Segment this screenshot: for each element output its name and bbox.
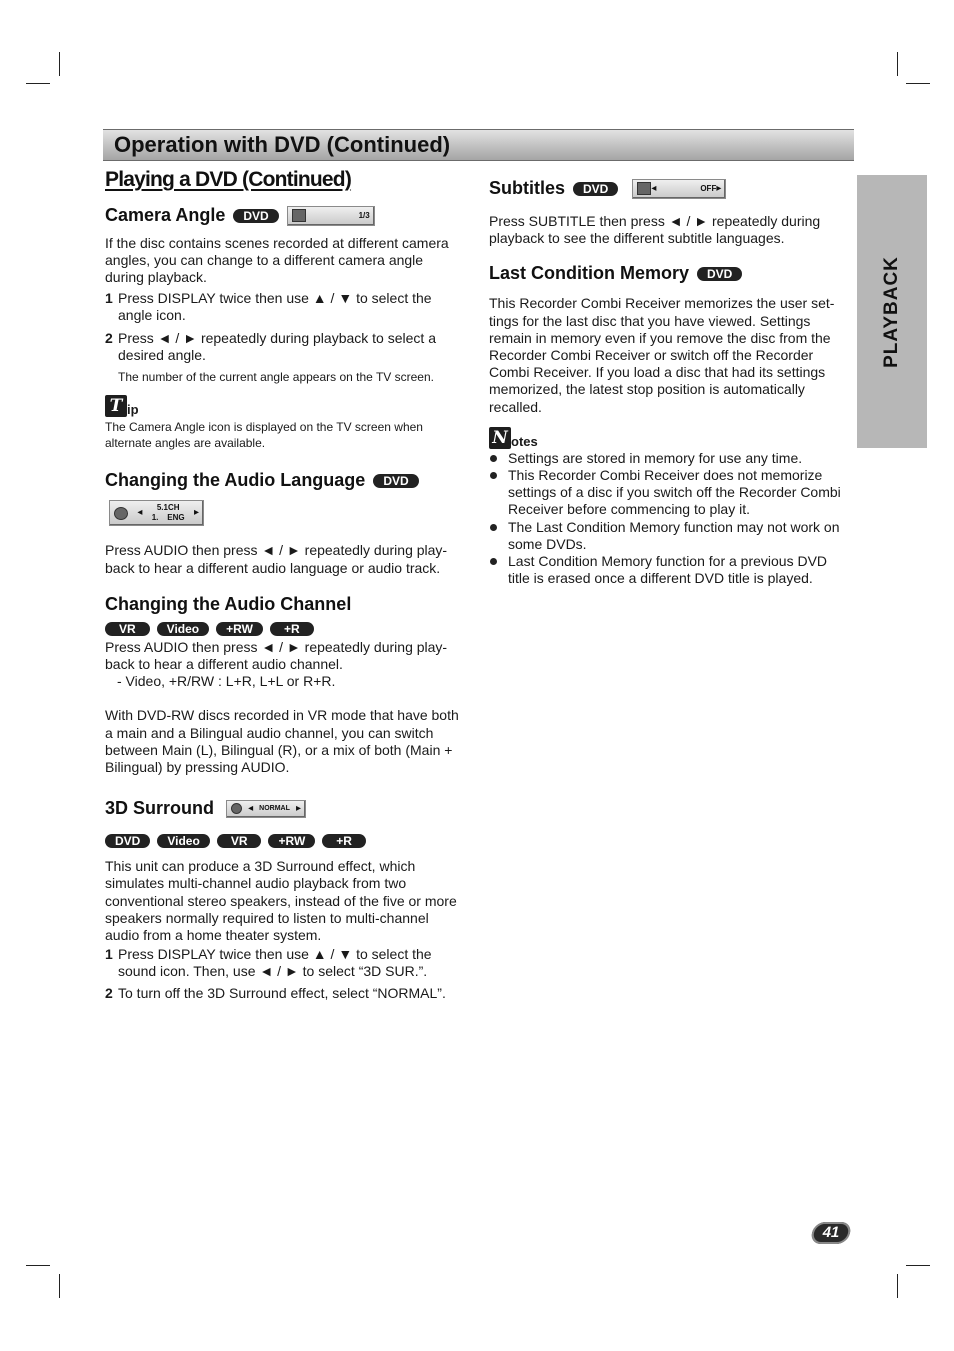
camera-angle-title: Camera Angle <box>105 205 226 225</box>
crop-mark <box>897 52 898 76</box>
list-item: This Recorder Combi Receiver does not memorize settings of a disc if you switch off the Recorder Combi Receiver before commencing to play it. <box>489 467 851 519</box>
step-number: 1 <box>105 289 113 306</box>
osd-subtitle-value: OFF <box>700 184 717 193</box>
audio-language-text: Press AUDIO then press ◄ / ► repeatedly during play-back to hear a different audio language or audio track. <box>105 542 448 576</box>
camera-angle-step-1 <box>105 290 465 324</box>
camera-angle-heading <box>105 205 465 226</box>
section-title: Playing a DVD (Continued) <box>105 168 352 191</box>
subtitles-heading <box>489 178 851 199</box>
surround-step-1 <box>105 946 465 980</box>
plus-r-badge: +R <box>322 834 366 848</box>
crop-mark <box>906 83 930 84</box>
audio-channel-text: Press AUDIO then press ◄ / ► repeatedly during play-back to hear a different audio channel. <box>105 638 448 673</box>
video-badge: Video <box>157 622 209 636</box>
audio-channel-text-2: With DVD-RW discs recorded in VR mode that have both a main and a Bilingual audio channel, you can switch between Main (L), Bilingual (R), or a mix of both (Main + Bilingual) by pressing AUDIO. <box>105 707 459 776</box>
osd-surround-value: NORMAL <box>259 805 290 813</box>
plus-r-badge: +R <box>270 622 314 636</box>
step-number: 1 <box>105 946 113 963</box>
sound-icon <box>231 803 242 814</box>
left-arrow-icon: ◂ <box>651 182 657 194</box>
step-text: Press ◄ / ► repeatedly during playback to select a desired angle. <box>118 330 436 364</box>
subtitles-text: Press SUBTITLE then press ◄ / ► repeatedly during playback to see the different subtitle languages. <box>489 213 821 247</box>
right-column <box>489 178 851 587</box>
notes-block <box>489 427 851 588</box>
page-number: 41 <box>810 1222 853 1244</box>
camera-angle-intro: If the disc contains scenes recorded at different camera angles, you can change to a different camera angle during playback. <box>105 235 449 286</box>
tip-label: ip <box>127 402 139 418</box>
surround-text: This unit can produce a 3D Surround effect, which simulates multi-channel audio playback from two conventional stereo speakers, instead of the five or more speakers normally required to listen to multi-channel audio from a home theater system. <box>105 858 457 944</box>
surround-title: 3D Surround <box>105 798 215 819</box>
crop-mark <box>897 1274 898 1298</box>
camera-icon <box>292 209 306 222</box>
audio-channel-badges <box>105 622 465 636</box>
osd-angle-value: 1/3 <box>358 211 370 220</box>
audio-channel-heading <box>105 594 465 615</box>
headphone-icon <box>114 507 128 520</box>
last-condition-heading <box>489 263 851 284</box>
list-item: Last Condition Memory function for a previous DVD title is erased once a different DVD title is played. <box>489 553 851 587</box>
right-arrow-icon: ▸ <box>295 802 301 814</box>
audio-language-heading <box>105 470 465 491</box>
notes-label: otes <box>511 433 538 449</box>
subtitles-title: Subtitles <box>489 178 566 198</box>
list-item: Settings are stored in memory for use any time. <box>489 450 851 467</box>
plus-rw-badge: +RW <box>268 834 315 848</box>
right-arrow-icon: ▸ <box>716 182 722 194</box>
vr-badge: VR <box>105 622 150 636</box>
surround-step-2 <box>105 985 465 1002</box>
dvd-badge: DVD <box>573 182 618 196</box>
last-condition-title: Last Condition Memory <box>489 263 690 284</box>
dvd-badge: DVD <box>373 474 418 488</box>
surround-badges <box>105 834 465 848</box>
audio-channel-sub: - Video, +R/RW : L+R, L+L or R+R. <box>117 673 336 690</box>
crop-mark <box>906 1265 930 1266</box>
right-arrow-icon: ▸ <box>193 507 199 519</box>
dvd-badge: DVD <box>233 209 278 223</box>
crop-mark <box>59 52 60 76</box>
list-item: The Last Condition Memory function may not work on some DVDs. <box>489 519 851 553</box>
last-condition-text: This Recorder Combi Receiver memorizes the user set-tings for the last disc that you have viewed. Settings remain in memory even if you remove the disc from the Recorder Combi Receiver or switch off the Recorder Combi Receiver. If you load a disc that had its settings memorized, the latest stop position is automatically recalled. <box>489 295 835 415</box>
crop-mark <box>59 1274 60 1298</box>
subtitles-osd <box>632 179 726 199</box>
surround-heading <box>105 798 465 819</box>
left-column <box>105 168 465 1002</box>
crop-mark <box>26 83 50 84</box>
step-number: 2 <box>105 984 113 1001</box>
dvd-badge: DVD <box>105 834 150 848</box>
left-arrow-icon: ◂ <box>248 802 254 814</box>
crop-mark <box>26 1265 50 1266</box>
tip-icon: T <box>105 395 127 417</box>
camera-angle-note: The number of the current angle appears on the TV screen. <box>118 370 434 385</box>
side-tab-label: PLAYBACK <box>881 255 902 368</box>
tip-block <box>105 395 465 451</box>
dvd-badge: DVD <box>697 267 742 281</box>
step-text: Press DISPLAY twice then use ▲ / ▼ to select the sound icon. Then, use ◄ / ► to select “3D SUR.”. <box>118 946 432 980</box>
surround-osd <box>226 800 306 818</box>
camera-angle-step-2 <box>105 330 465 364</box>
side-tab-playback <box>857 175 927 448</box>
osd-audio-info <box>152 503 185 523</box>
step-text: Press DISPLAY twice then use ▲ / ▼ to select the angle icon. <box>118 289 432 323</box>
video-badge: Video <box>157 834 209 848</box>
subtitle-icon <box>637 182 651 195</box>
vr-badge: VR <box>217 834 262 848</box>
plus-rw-badge: +RW <box>216 622 263 636</box>
step-text: To turn off the 3D Surround effect, select “NORMAL”. <box>118 984 446 1001</box>
audio-language-osd <box>109 500 204 526</box>
camera-angle-osd <box>287 206 375 226</box>
osd-audio-track: 1. ENG <box>151 513 185 523</box>
step-number: 2 <box>105 330 113 347</box>
left-arrow-icon: ◂ <box>137 507 143 519</box>
audio-language-title: Changing the Audio Language <box>105 470 366 491</box>
page-title: Operation with DVD (Continued) <box>114 132 451 157</box>
notes-list <box>489 450 851 588</box>
audio-channel-title: Changing the Audio Channel <box>105 593 352 614</box>
osd-audio-channels: 5.1CH <box>156 503 180 513</box>
page-title-bar <box>103 129 854 161</box>
notes-icon: N <box>489 427 511 449</box>
tip-text: The Camera Angle icon is displayed on the TV screen when alternate angles are available. <box>105 420 423 451</box>
